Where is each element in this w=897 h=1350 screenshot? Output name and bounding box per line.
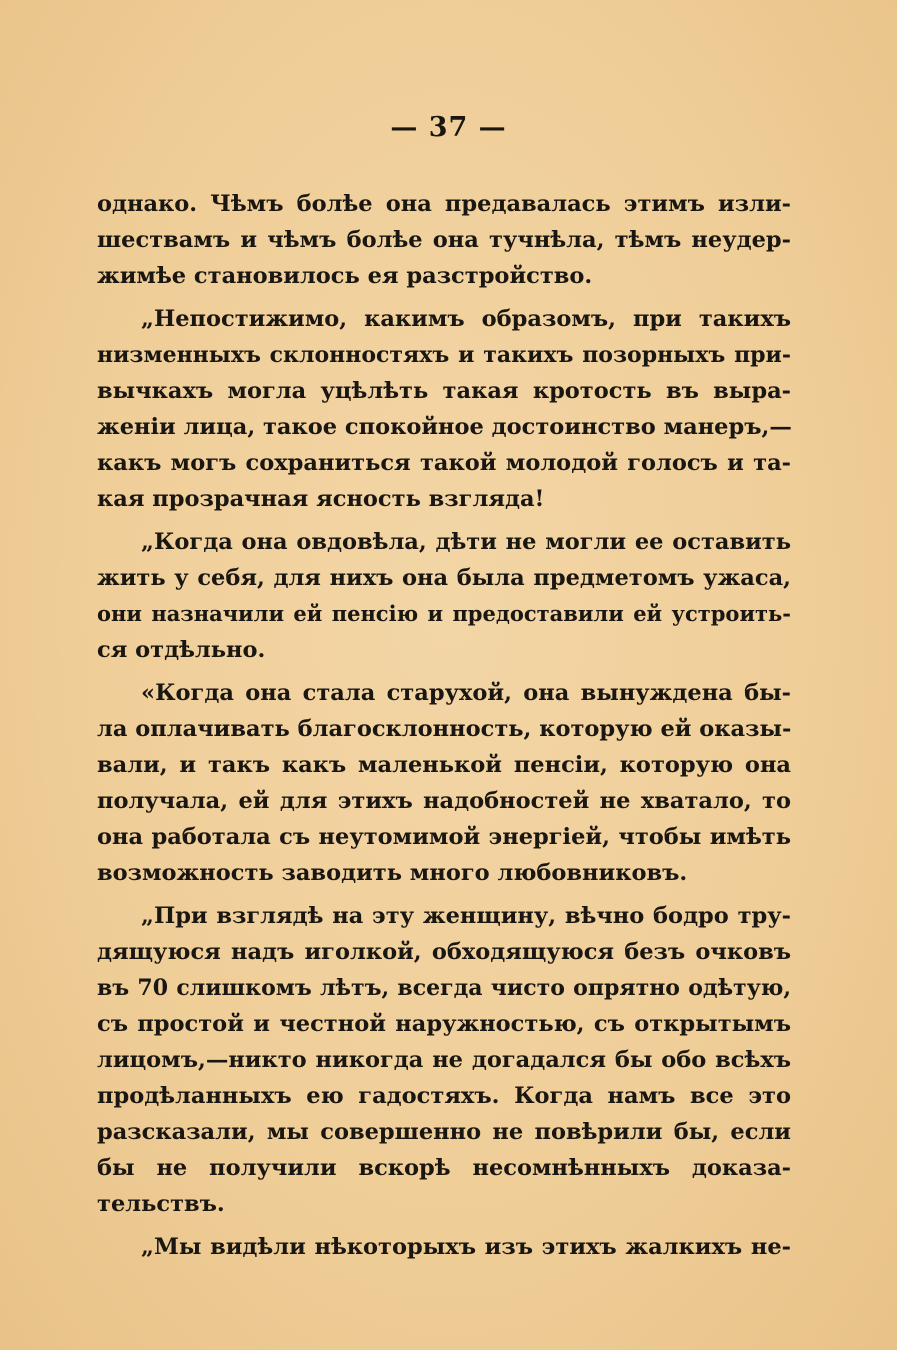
paragraph (97, 524, 791, 668)
text-line: кая прозрачная ясность взгляда! (97, 486, 545, 512)
paragraph (97, 186, 791, 294)
text-line: жимѣе становилось ея разстройство. (97, 263, 593, 289)
text-line: возможность заводить много любовниковъ. (97, 860, 688, 886)
text-line: вычкахъ могла уцѣлѣть такая кротость въ выра- (97, 378, 791, 404)
text-line: они назначили ей пенсію и предоставили ей устроить- (97, 601, 791, 626)
text-line: вали, и такъ какъ маленькой пенсіи, которую она (97, 752, 791, 778)
text-line: съ простой и честной наружностью, съ открытымъ (97, 1011, 791, 1037)
text-line: тельствъ. (97, 1191, 225, 1217)
text-line: однако. Чѣмъ болѣе она предавалась этимъ изли- (97, 191, 791, 217)
text-line: жить у себя, для нихъ она была предметомъ ужаса, (97, 565, 791, 591)
text-line: она работала съ неутомимой энергіей, чтобы имѣть (97, 824, 791, 850)
text-line: лицомъ,—никто никогда не догадался бы обо всѣхъ (97, 1047, 791, 1073)
text-line: ла оплачивать благосклонность, которую ей оказы- (97, 716, 792, 742)
text-line: въ 70 слишкомъ лѣтъ, всегда чисто опрятно одѣтую, (97, 975, 791, 1001)
paragraph (97, 898, 791, 1222)
text-line: „Мы видѣли нѣкоторыхъ изъ этихъ жалкихъ не- (141, 1234, 791, 1260)
text-line: шествамъ и чѣмъ болѣе она тучнѣла, тѣмъ неудер- (97, 227, 791, 253)
text-line: „Когда она овдовѣла, дѣти не могли ее оставить (141, 529, 791, 555)
paragraph (97, 1229, 791, 1265)
text-line: дящуюся надъ иголкой, обходящуюся безъ очковъ (97, 939, 791, 965)
text-line: разсказали, мы совершенно не повѣрили бы, если (97, 1119, 791, 1145)
text-line: низменныхъ склонностяхъ и такихъ позорныхъ при- (97, 342, 791, 368)
paragraph (97, 675, 791, 891)
text-line: какъ могъ сохраниться такой молодой голосъ и та- (97, 450, 791, 476)
text-line: женіи лица, такое спокойное достоинство манеръ,— (97, 414, 792, 440)
text-line: получала, ей для этихъ надобностей не хватало, то (97, 788, 791, 814)
text-line: ся отдѣльно. (97, 637, 266, 663)
body-text (97, 186, 791, 1272)
text-line: бы не получили вскорѣ несомнѣнныхъ доказа- (97, 1155, 791, 1181)
paragraph (97, 301, 791, 517)
text-line: „При взглядѣ на эту женщину, вѣчно бодро тру- (141, 903, 791, 929)
text-line: продѣланныхъ ею гадостяхъ. Когда намъ все это (97, 1083, 791, 1109)
text-line: „Непостижимо, какимъ образомъ, при такихъ (141, 306, 791, 332)
text-line: «Когда она стала старухой, она вынуждена бы- (141, 680, 791, 706)
page-number: — 37 — (390, 112, 507, 143)
